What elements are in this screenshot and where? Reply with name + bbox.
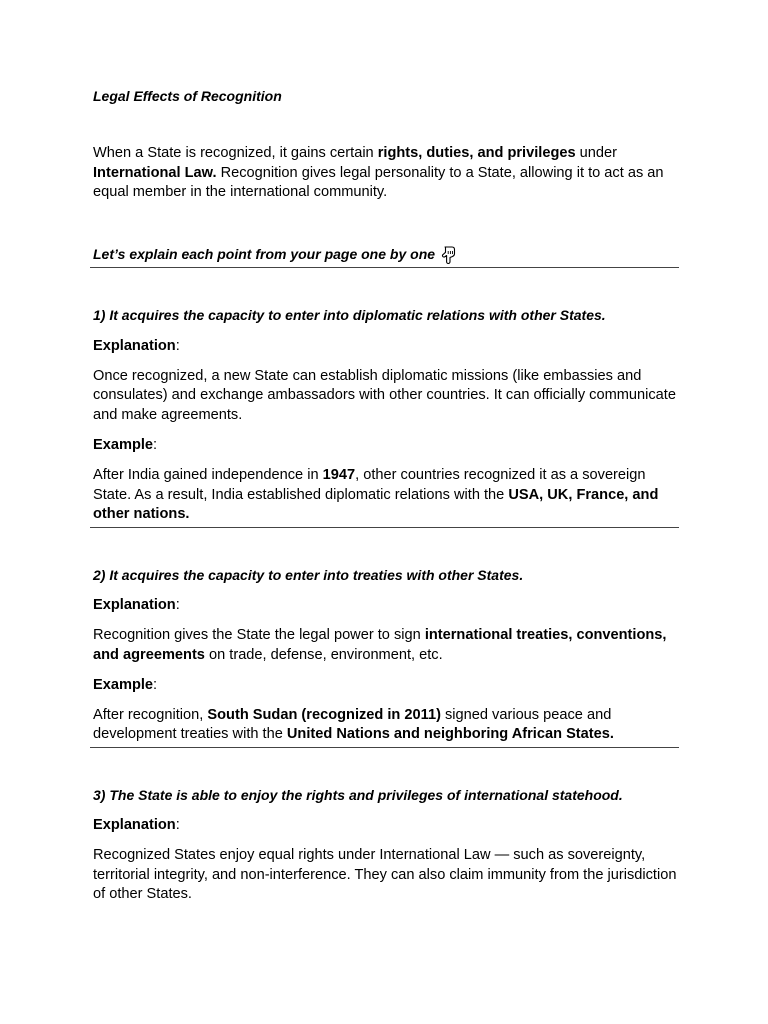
example-text-2: signed various peace and development treaties with the	[93, 706, 612, 743]
pointing-down-hand-icon	[441, 246, 457, 264]
section-2-example	[93, 706, 679, 745]
section-1-explanation: Once recognized, a new State can establish diplomatic missions (like embassies and consulates) and exchange ambassadors with other countries. It can officially communicate and make agreements.	[93, 367, 676, 423]
label-colon: :	[153, 677, 158, 694]
section-2	[93, 566, 679, 748]
example-text-1: After recognition,	[93, 706, 208, 723]
example-text-2: , other countries recognized it as a sovereign State. As a result, India established diplomatic relations with the	[93, 466, 646, 503]
intro-text-3: Recognition gives legal personality to a State, allowing it to act as an equal member in the international community.	[93, 164, 664, 201]
divider-rule	[90, 527, 679, 528]
intro-text-1: When a State is recognized, it gains certain	[93, 145, 378, 161]
explanation-label-text: Explanation	[93, 817, 176, 834]
intro-text-2: under	[575, 145, 617, 161]
section-1-example	[93, 466, 679, 525]
label-colon: :	[153, 437, 158, 454]
explanation-label-text: Explanation	[93, 597, 176, 614]
label-colon: :	[175, 597, 180, 614]
lead-heading-text: Let’s explain each point from your page one by one	[93, 245, 436, 262]
label-colon: :	[175, 817, 180, 834]
section-1	[93, 306, 679, 527]
section-1-heading: 1) It acquires the capacity to enter into diplomatic relations with other States.	[93, 307, 606, 324]
section-2-heading: 2) It acquires the capacity to enter into treaties with other States.	[93, 566, 524, 583]
example-bold-1: 1947	[322, 466, 356, 483]
section-3-heading: 3) The State is able to enjoy the rights and privileges of international statehood.	[93, 786, 623, 803]
section-3-explanation: Recognized States enjoy equal rights under International Law — such as sovereignty, territorial integrity, and non-interference. They can also claim immunity from the jurisdiction of other States.	[93, 847, 677, 903]
explanation-text-2: on trade, defense, environment, etc.	[204, 646, 443, 663]
intro-bold-1: rights, duties, and privileges	[377, 145, 576, 161]
example-bold-2: United Nations and neighboring African States.	[286, 726, 614, 743]
divider-rule	[90, 267, 679, 268]
section-2-explanation	[93, 626, 679, 665]
intro-paragraph	[93, 144, 679, 203]
divider-rule	[90, 747, 679, 748]
example-bold-2: USA, UK, France, and other nations.	[93, 486, 659, 523]
section-3-explanation-label	[93, 816, 679, 836]
section-1-example-label	[93, 436, 679, 456]
section-3	[93, 786, 679, 905]
section-2-explanation-label	[93, 596, 679, 616]
document-page	[93, 86, 679, 905]
example-bold-1: South Sudan (recognized in 2011)	[207, 706, 441, 723]
label-colon: :	[175, 337, 180, 354]
section-2-example-label	[93, 676, 679, 696]
example-text-1: After India gained independence in	[93, 466, 323, 483]
example-label-text: Example	[93, 437, 154, 454]
section-1-explanation-label	[93, 337, 679, 357]
lead-heading	[93, 245, 679, 268]
intro-bold-2: International Law.	[93, 164, 217, 181]
document-title: Legal Effects of Recognition	[93, 88, 282, 104]
example-label-text: Example	[93, 677, 154, 694]
explanation-text-1: Recognition gives the State the legal power to sign	[93, 626, 425, 643]
explanation-label-text: Explanation	[93, 337, 176, 354]
explanation-bold-1: international treaties, conventions, and agreements	[93, 626, 667, 663]
